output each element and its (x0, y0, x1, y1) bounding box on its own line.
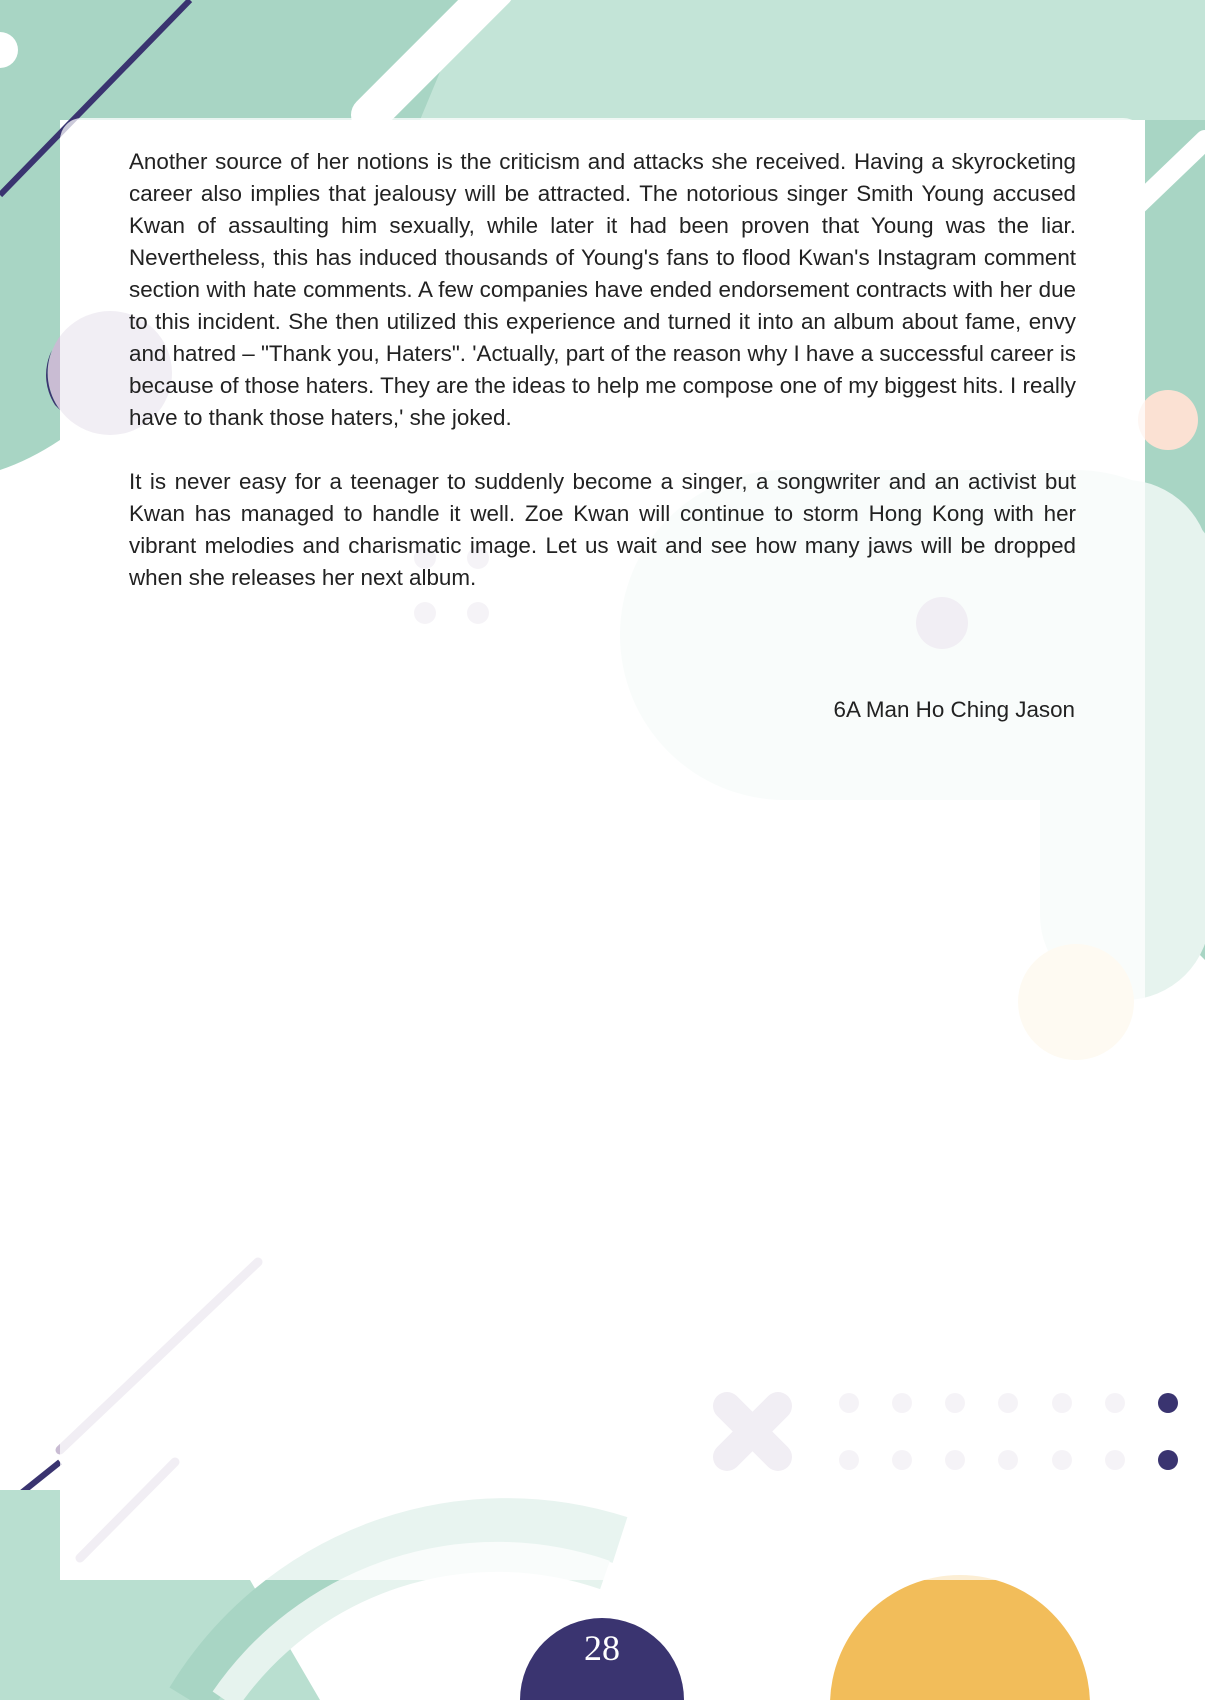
article-paragraph: Another source of her notions is the criticism and attacks she received. Having a skyrocketing career also implies that jealousy will be attracted. The notorious singer Smith Young accused Kwan of assaulting him sexually, while later it had been proven that Young was the liar. Nevertheless, this has induced thousands of Young's fans to flood Kwan's Instagram comment section with hate comments. A few companies have ended endorsement contracts with her due to this incident. She then utilized this experience and turned it into an album about fame, envy and hatred – "Thank you, Haters". 'Actually, part of the reason why I have a successful career is because of those haters. They are the ideas to help me compose one of my biggest hits. I really have to thank those haters,' she joked. (129, 149, 1076, 430)
navy-dot (1158, 1450, 1178, 1470)
peach-circle-right (1138, 390, 1198, 450)
left-mint-shape (0, 120, 60, 470)
navy-dot (1158, 1393, 1178, 1413)
top-light-band (420, 0, 1205, 120)
author-byline: 6A Man Ho Ching Jason (833, 697, 1075, 722)
article-body (129, 146, 1076, 626)
article-paragraph: It is never easy for a teenager to suddenly become a singer, a songwriter and an activist but Kwan has managed to handle it well. Zoe Kwan will continue to storm Hong Kong with her vibrant melodies and charismatic image. Let us wait and see how many jaws will be dropped when she releases her next album. (129, 469, 1076, 590)
page-number: 28 (584, 1628, 620, 1668)
